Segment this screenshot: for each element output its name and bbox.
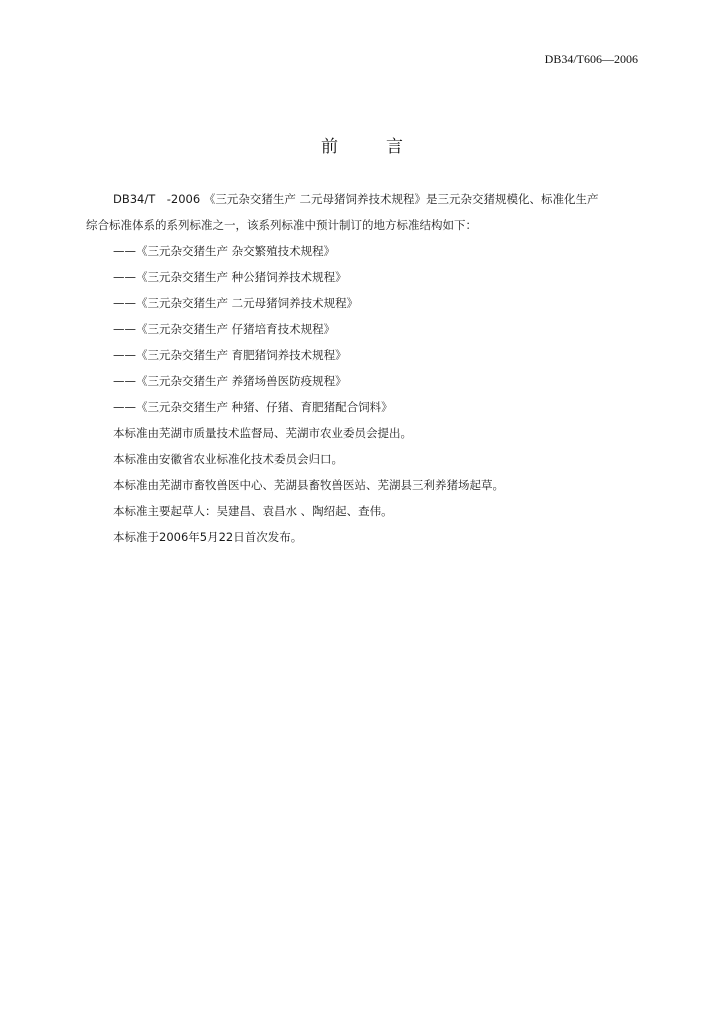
drafted-by-statement: 本标准由芜湖市畜牧兽医中心、芜湖县畜牧兽医站、芜湖县三利养猪场起草。 <box>113 478 504 492</box>
list-item: ——《三元杂交猪生产 种公猪饲养技术规程》 <box>113 270 347 284</box>
list-item: ——《三元杂交猪生产 种猪、仔猪、育肥猪配合饲料》 <box>113 400 393 414</box>
managed-by-statement: 本标准由安徽省农业标准化技术委员会归口。 <box>113 452 343 466</box>
list-item: ——《三元杂交猪生产 育肥猪饲养技术规程》 <box>113 348 347 362</box>
standards-list <box>86 238 638 420</box>
intro-line-2: 综合标准体系的系列标准之一，该系列标准中预计制订的地方标准结构如下： <box>86 218 477 232</box>
list-item: ——《三元杂交猪生产 杂交繁殖技术规程》 <box>113 244 336 258</box>
intro-line-1: DB34/T -2006 《三元杂交猪生产 二元母猪饲养技术规程》是三元杂交猪规模化、标准化生产 <box>113 192 599 206</box>
proposed-by-statement: 本标准由芜湖市质量技术监督局、芜湖市农业委员会提出。 <box>113 426 412 440</box>
foreword-body <box>86 186 638 550</box>
title-char-1: 前 <box>321 137 338 157</box>
page-title <box>0 132 724 157</box>
first-issued-statement: 本标准于2006年5月22日首次发布。 <box>113 530 303 544</box>
list-item: ——《三元杂交猪生产 仔猪培育技术规程》 <box>113 322 336 336</box>
list-item: ——《三元杂交猪生产 二元母猪饲养技术规程》 <box>113 296 359 310</box>
title-char-2: 言 <box>386 137 403 157</box>
list-item: ——《三元杂交猪生产 养猪场兽医防疫规程》 <box>113 374 347 388</box>
main-drafters-statement: 本标准主要起草人：吴建昌、袁昌水 、陶绍起、查伟。 <box>113 504 393 518</box>
document-code: DB34/T606—2006 <box>544 52 638 66</box>
